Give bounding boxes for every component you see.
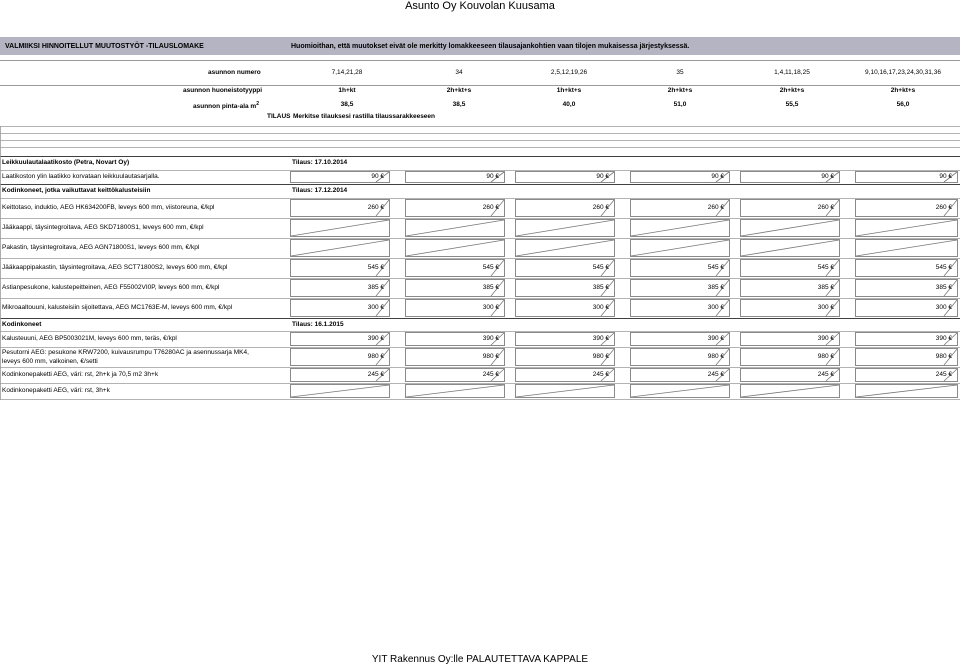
option-label: Kodinkonepaketti AEG, väri: rst, 2h+k ja 70,5 m2 3h+k [2, 371, 159, 378]
apartment-number-label: asunnon numero [208, 69, 261, 76]
option-label: Kodinkonepaketti AEG, väri: rst, 3h+k [2, 387, 110, 394]
page-title: Asunto Oy Kouvolan Kuusama [405, 0, 555, 12]
order-checkbox-cell[interactable] [855, 219, 958, 237]
order-checkbox-cell[interactable] [290, 219, 390, 237]
option-price: 390 € [367, 335, 384, 342]
option-price: 980 € [367, 353, 384, 360]
option-price: 545 € [817, 264, 834, 271]
apartment-type-col-1: 1h+kt [338, 87, 356, 94]
order-checkbox-cell[interactable] [290, 239, 390, 257]
option-label: Pakastin, täysintegroitava, AEG AGN71800S1, leveys 600 mm, €/kpl [2, 244, 200, 251]
apartment-area-col-6: 56,0 [896, 101, 910, 108]
form-banner [0, 37, 960, 55]
option-price: 545 € [592, 264, 609, 271]
option-price: 245 € [592, 371, 609, 378]
order-checkbox-cell[interactable] [405, 384, 505, 398]
option-price: 300 € [367, 304, 384, 311]
apartment-area-col-4: 51,0 [673, 101, 687, 108]
option-price: 545 € [482, 264, 499, 271]
order-checkbox-cell[interactable] [515, 384, 615, 398]
option-price: 260 € [817, 204, 834, 211]
option-price: 245 € [817, 371, 834, 378]
option-price: 300 € [592, 304, 609, 311]
option-price: 545 € [935, 264, 952, 271]
apartment-numbers-col-1: 7,14,21,28 [331, 69, 363, 76]
option-price: 260 € [935, 204, 952, 211]
apartment-numbers-col-6: 9,10,16,17,23,24,30,31,36 [865, 69, 941, 76]
apartment-type-col-3: 1h+kt+s [556, 87, 582, 94]
option-label: Jääkaappi, täysintegroitava, AEG SKD71800S1, leveys 600 mm, €/kpl [2, 224, 204, 231]
option-price: 245 € [367, 371, 384, 378]
option-price: 390 € [817, 335, 834, 342]
order-checkbox-cell[interactable] [740, 384, 840, 398]
option-price: 385 € [707, 284, 724, 291]
order-checkbox-cell[interactable] [405, 219, 505, 237]
order-checkbox-cell[interactable] [290, 384, 390, 398]
apartment-area-col-5: 55,5 [785, 101, 799, 108]
option-price: 980 € [707, 353, 724, 360]
option-price: 390 € [592, 335, 609, 342]
tilaus-label: TILAUS [267, 113, 291, 120]
option-label: Laatikoston ylin laatikko korvataan leikkuulautasarjalla. [2, 173, 160, 180]
option-price: 385 € [367, 284, 384, 291]
option-price: 245 € [707, 371, 724, 378]
option-price: 90 € [711, 173, 724, 180]
order-checkbox-cell[interactable] [630, 219, 730, 237]
option-price: 245 € [935, 371, 952, 378]
apartment-numbers-col-2: 34 [455, 69, 463, 76]
option-label-line2: leveys 600 mm, valkoinen, €/setti [2, 358, 98, 365]
option-price: 260 € [707, 204, 724, 211]
apartment-type-col-6: 2h+kt+s [890, 87, 916, 94]
option-price: 980 € [817, 353, 834, 360]
order-checkbox-cell[interactable] [515, 239, 615, 257]
option-label: Astianpesukone, kalustepeitteinen, AEG F55002VI0P, leveys 600 mm, €/kpl [2, 284, 220, 291]
apartment-area-label: asunnon pinta-ala $m^2$ [193, 101, 259, 111]
option-price: 245 € [482, 371, 499, 378]
option-label: Pesutorni AEG: pesukone KRW7200, kuivausrumpu T76280AC ja asennussarja MK4, [2, 349, 249, 356]
apartment-area-col-3: 40,0 [562, 101, 576, 108]
apartment-type-col-5: 2h+kt+s [779, 87, 805, 94]
apartment-type-col-4: 2h+kt+s [667, 87, 693, 94]
order-checkbox-cell[interactable] [630, 239, 730, 257]
option-price: 545 € [707, 264, 724, 271]
option-price: 980 € [935, 353, 952, 360]
option-price: 90 € [486, 173, 499, 180]
option-label: Keittotaso, induktio, AEG HK634200FB, leveys 600 mm, viistoreuna, €/kpl [2, 204, 215, 211]
option-price: 90 € [596, 173, 609, 180]
option-price: 390 € [482, 335, 499, 342]
order-checkbox-cell[interactable] [740, 239, 840, 257]
option-price: 300 € [482, 304, 499, 311]
footer-note: YIT Rakennus Oy:lle PALAUTETTAVA KAPPALE [371, 654, 589, 665]
order-checkbox-cell[interactable] [405, 239, 505, 257]
section-order-date: Tilaus: 17.10.2014 [292, 159, 348, 166]
option-price: 260 € [482, 204, 499, 211]
apartment-type-col-2: 2h+kt+s [446, 87, 472, 94]
option-price: 385 € [592, 284, 609, 291]
section-title: Kodinkoneet, jotka vaikuttavat keittökalusteisiin [2, 187, 151, 194]
section-title: Leikkuulautalaatikosto (Petra, Novart Oy) [2, 159, 130, 166]
option-price: 385 € [935, 284, 952, 291]
apartment-numbers-col-5: 1,4,11,18,25 [774, 69, 810, 76]
form-notice: Huomioithan, että muutokset eivät ole merkitty lomakkeeseen tilausajankohtien vaan tilojen mukaisessa järjestyksessä. [291, 43, 690, 50]
option-price: 300 € [935, 304, 952, 311]
apartment-area-col-1: 38,5 [340, 101, 354, 108]
option-price: 90 € [939, 173, 952, 180]
option-price: 980 € [592, 353, 609, 360]
option-price: 980 € [482, 353, 499, 360]
option-price: 260 € [592, 204, 609, 211]
option-price: 90 € [371, 173, 384, 180]
form-title: VALMIIKSI HINNOITELLUT MUUTOSTYÖT -TILAUSLOMAKE [5, 43, 204, 50]
section-order-date: Tilaus: 16.1.2015 [292, 321, 344, 328]
apartment-type-label: asunnon huoneistotyyppi [183, 87, 263, 94]
option-label: Kalusteuuni, AEG BP5003021M, leveys 600 mm, teräs, €/kpl [2, 335, 177, 342]
order-checkbox-cell[interactable] [630, 384, 730, 398]
order-checkbox-cell[interactable] [515, 219, 615, 237]
option-price: 385 € [482, 284, 499, 291]
order-checkbox-cell[interactable] [740, 219, 840, 237]
apartment-area-col-2: 38,5 [452, 101, 466, 108]
option-price: 300 € [707, 304, 724, 311]
option-price: 385 € [817, 284, 834, 291]
option-price: 390 € [935, 335, 952, 342]
option-price: 545 € [367, 264, 384, 271]
order-checkbox-cell[interactable] [855, 384, 958, 398]
apartment-numbers-col-4: 35 [676, 69, 684, 76]
option-label: Mikroaaltouuni, kalusteisiin sijoitettava, AEG MC1763E-M, leveys 600 mm, €/kpl [2, 304, 233, 311]
section-order-date: Tilaus: 17.12.2014 [292, 187, 348, 194]
option-price: 300 € [817, 304, 834, 311]
section-title: Kodinkoneet [2, 321, 42, 328]
option-price: 260 € [367, 204, 384, 211]
option-label: Jääkaappipakastin, täysintegroitava, AEG SCT71800S2, leveys 600 mm, €/kpl [2, 264, 228, 271]
tilaus-note: Merkitse tilauksesi rastilla tilaussarakkeeseen [293, 113, 436, 120]
apartment-numbers-col-3: 2,5,12,19,26 [550, 69, 588, 76]
order-checkbox-cell[interactable] [855, 239, 958, 257]
option-price: 90 € [821, 173, 834, 180]
option-price: 390 € [707, 335, 724, 342]
